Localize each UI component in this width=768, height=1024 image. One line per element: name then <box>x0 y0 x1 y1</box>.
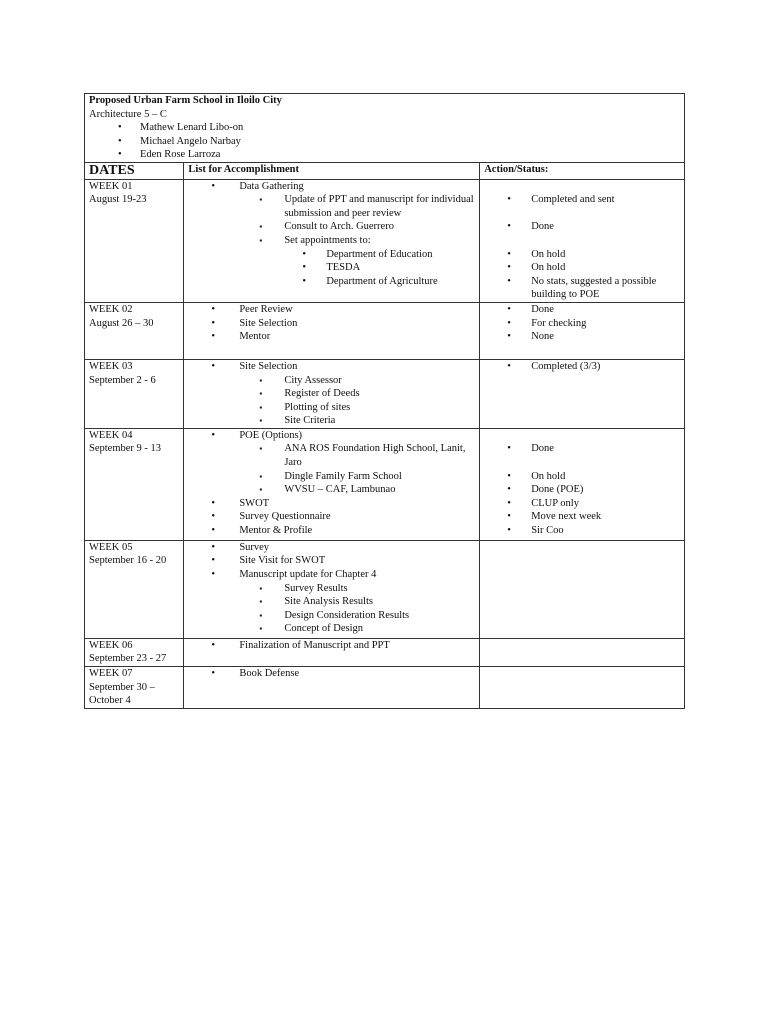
task-item: • Survey <box>188 541 479 555</box>
task-item: • Data Gathering <box>188 180 479 194</box>
task-list <box>188 639 479 653</box>
task-list <box>188 401 479 415</box>
task-list <box>188 541 479 555</box>
task-list <box>188 330 479 344</box>
task-item: • POE (Options) <box>188 429 479 443</box>
task-list <box>188 595 479 609</box>
status-list <box>484 193 684 302</box>
task-item: ▪ Dingle Family Farm School <box>188 470 479 484</box>
task-item: • Finalization of Manuscript and PPT <box>188 639 479 653</box>
task-list <box>188 414 479 428</box>
task-item: • Mentor & Profile <box>188 524 479 538</box>
week-dates-cell <box>85 638 184 666</box>
status-item: • Done (POE) <box>484 483 684 497</box>
week-date-range: August 26 – 30 <box>89 317 154 329</box>
accomplishment-cell <box>184 428 480 540</box>
status-item: • Done <box>484 220 684 234</box>
task-item: ▪ Site Criteria <box>188 414 479 428</box>
task-list <box>188 387 479 401</box>
task-list <box>188 303 479 317</box>
task-list <box>188 524 479 538</box>
task-list <box>188 622 479 636</box>
week-date-range: September 9 - 13 <box>89 443 162 455</box>
week-row <box>85 359 685 428</box>
task-list <box>188 582 479 596</box>
task-list <box>188 317 479 331</box>
status-list <box>484 303 684 344</box>
task-list <box>188 667 479 681</box>
task-list <box>188 374 479 388</box>
task-item: • Site Selection <box>188 360 479 374</box>
task-item: • Mentor <box>188 330 479 344</box>
task-item: • Survey Questionnaire <box>188 510 479 524</box>
week-date-range: September 30 – October 4 <box>89 681 155 707</box>
week-date-range: September 16 - 20 <box>89 555 167 567</box>
accomplishment-cell <box>184 540 480 638</box>
week-row <box>85 638 685 666</box>
task-item: ▪ Survey Results <box>188 582 479 596</box>
status-item: • On hold <box>484 248 684 262</box>
status-item: • Completed and sent <box>484 193 684 207</box>
week-dates-cell <box>85 179 184 302</box>
status-cell <box>480 302 685 359</box>
task-list <box>188 442 479 469</box>
task-item: ▪ Register of Deeds <box>188 387 479 401</box>
status-cell <box>480 667 685 709</box>
week-label: WEEK 02 <box>89 303 133 315</box>
week-dates-cell <box>85 428 184 540</box>
task-list <box>188 497 479 511</box>
week-label: WEEK 06 <box>89 639 133 651</box>
week-dates-cell <box>85 359 184 428</box>
week-row <box>85 179 685 302</box>
status-item: • Completed (3/3) <box>484 360 684 374</box>
project-header <box>85 94 685 163</box>
task-item: ▪ Site Analysis Results <box>188 595 479 609</box>
week-dates-cell <box>85 540 184 638</box>
column-header-row <box>85 162 685 179</box>
header-row <box>85 94 685 163</box>
week-date-range: September 23 - 27 <box>89 653 167 665</box>
task-list <box>188 261 479 275</box>
task-item: ▪ WVSU – CAF, Lambunao <box>188 483 479 497</box>
task-item: ▪ ANA ROS Foundation High School, Lanit, Jaro <box>188 442 479 469</box>
task-list <box>188 554 479 568</box>
task-item: • Book Defense <box>188 667 479 681</box>
status-cell <box>480 359 685 428</box>
member-list <box>89 121 684 162</box>
accomplishment-cell <box>184 638 480 666</box>
status-list <box>484 442 684 537</box>
task-item: • Peer Review <box>188 303 479 317</box>
week-label: WEEK 04 <box>89 429 133 441</box>
task-item: ▪ Design Consideration Results <box>188 609 479 623</box>
status-cell <box>480 638 685 666</box>
status-cell <box>480 428 685 540</box>
status-item: • No stats, suggested a possible building to POE <box>484 275 684 302</box>
status-item: • Sir Coo <box>484 524 684 538</box>
week-date-range: September 2 - 6 <box>89 374 156 386</box>
status-heading: Action/Status: <box>484 163 549 175</box>
task-item: ▪ Consult to Arch. Guerrero <box>188 220 479 234</box>
status-item: • CLUP only <box>484 497 684 511</box>
task-list <box>188 275 479 289</box>
task-list <box>188 429 479 443</box>
accomplishment-cell <box>184 359 480 428</box>
week-label: WEEK 05 <box>89 541 133 553</box>
task-item: • Site Visit for SWOT <box>188 554 479 568</box>
status-cell <box>480 540 685 638</box>
week-row <box>85 540 685 638</box>
status-column-heading <box>480 162 685 179</box>
task-item: ▪ Concept of Design <box>188 622 479 636</box>
list-heading: List for Accomplishment <box>188 163 299 175</box>
week-dates-cell <box>85 667 184 709</box>
task-list <box>188 360 479 374</box>
accomplishment-cell <box>184 667 480 709</box>
task-list <box>188 470 479 484</box>
section-label: Architecture 5 – C <box>89 108 167 120</box>
status-list <box>484 360 684 374</box>
member-item: • Michael Angelo Narbay <box>89 135 684 149</box>
week-date-range: August 19-23 <box>89 194 147 206</box>
list-column-heading <box>184 162 480 179</box>
task-item: ▪ Set appointments to: <box>188 234 479 248</box>
task-list <box>188 193 479 220</box>
task-list <box>188 180 479 194</box>
week-label: WEEK 07 <box>89 668 133 680</box>
project-title: Proposed Urban Farm School in Iloilo City <box>89 95 282 106</box>
status-item: • For checking <box>484 317 684 331</box>
task-list <box>188 568 479 582</box>
task-list <box>188 234 479 248</box>
week-row <box>85 428 685 540</box>
week-row <box>85 302 685 359</box>
task-list <box>188 483 479 497</box>
week-label: WEEK 03 <box>89 360 133 372</box>
status-item: • On hold <box>484 261 684 275</box>
task-item: • Department of Agriculture <box>188 275 479 289</box>
task-list <box>188 248 479 262</box>
task-list <box>188 609 479 623</box>
task-item: • Site Selection <box>188 317 479 331</box>
task-item: • Department of Education <box>188 248 479 262</box>
task-item: • TESDA <box>188 261 479 275</box>
week-label: WEEK 01 <box>89 180 133 192</box>
task-item: • SWOT <box>188 497 479 511</box>
task-list <box>188 510 479 524</box>
member-item: • Mathew Lenard Libo-on <box>89 121 684 135</box>
dates-heading: DATES <box>89 162 135 178</box>
status-item: • On hold <box>484 470 684 484</box>
task-item: ▪ City Assessor <box>188 374 479 388</box>
status-item: • None <box>484 330 684 344</box>
status-item: • Done <box>484 303 684 317</box>
status-item: • Done <box>484 442 684 456</box>
dates-column-heading <box>85 162 184 179</box>
accomplishment-cell <box>184 302 480 359</box>
accomplishment-table <box>84 93 685 709</box>
status-item: • Move next week <box>484 510 684 524</box>
week-row <box>85 667 685 709</box>
task-list <box>188 220 479 234</box>
accomplishment-cell <box>184 179 480 302</box>
week-dates-cell <box>85 302 184 359</box>
task-item: • Manuscript update for Chapter 4 <box>188 568 479 582</box>
task-item: ▪ Plotting of sites <box>188 401 479 415</box>
task-item: ▪ Update of PPT and manuscript for individual submission and peer review <box>188 193 479 220</box>
status-cell <box>480 179 685 302</box>
member-item: • Eden Rose Larroza <box>89 148 684 162</box>
